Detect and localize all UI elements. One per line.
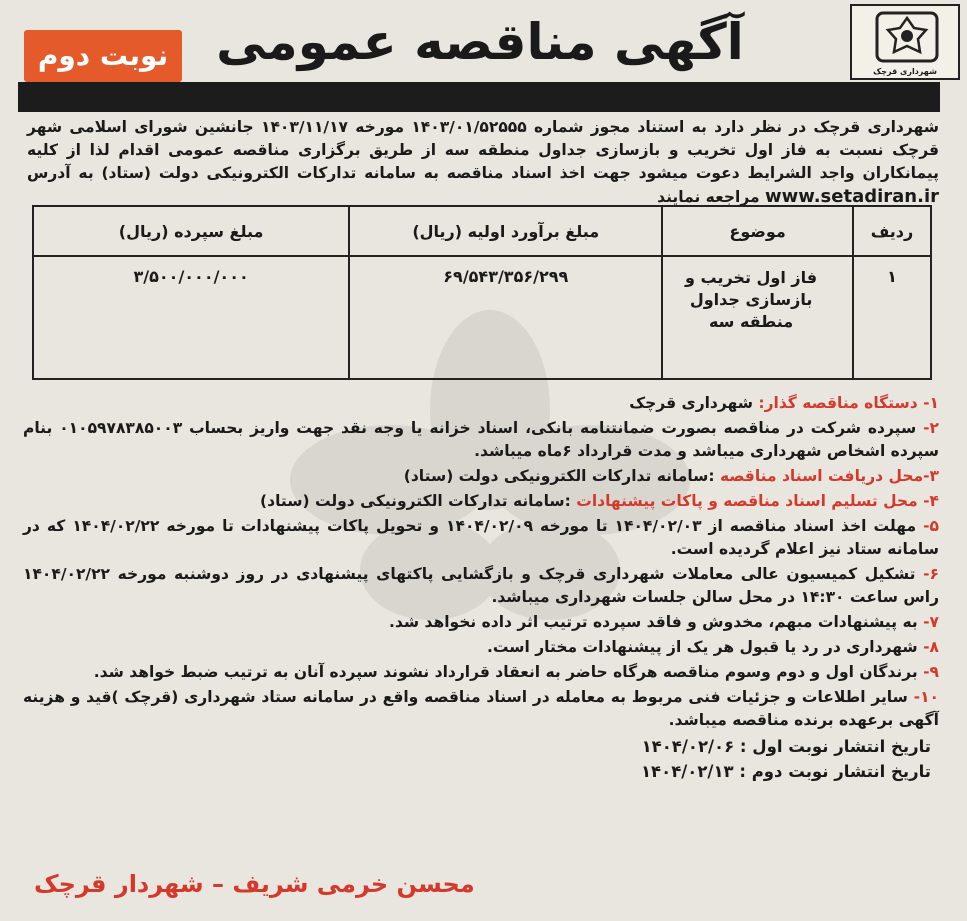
- municipality-logo: [850, 4, 960, 80]
- header-divider-bar: [18, 82, 940, 112]
- round-badge: نوبت دوم: [24, 30, 182, 82]
- item-label: ۶-: [923, 565, 939, 583]
- header: [10, 4, 960, 80]
- col-header-subject: موضوع: [662, 206, 853, 256]
- list-item: [23, 611, 939, 634]
- cell-subject: فاز اول تخریب و بازسازی جداول منطقه سه: [662, 256, 853, 379]
- item-label: ۵-: [923, 517, 939, 535]
- cell-estimate: ۶۹/۵۴۳/۳۵۶/۲۹۹: [349, 256, 662, 379]
- item-text: شهرداری در رد یا قبول هر یک از پیشنهادات مختار است.: [487, 638, 918, 656]
- item-label: ۷-: [923, 613, 939, 631]
- table-header-row: [33, 206, 931, 256]
- table-row: [33, 256, 931, 379]
- logo-caption: شهرداری قرچک: [873, 67, 937, 76]
- item-label: ۱- دستگاه مناقصه گذار:: [758, 394, 939, 412]
- cell-deposit: ۳/۵۰۰/۰۰۰/۰۰۰: [33, 256, 349, 379]
- list-item: [23, 636, 939, 659]
- list-item: [23, 515, 939, 561]
- item-text: :سامانه تدارکات الکترونیکی دولت (ستاد): [260, 492, 571, 510]
- list-item: [23, 490, 939, 513]
- item-text: سپرده شرکت در مناقصه بصورت ضمانتنامه بانکی، اسناد خزانه یا وجه نقد جهت واریز بحساب ۰۱۰۵۹۷۸۳۸۵۰۰۳ بنام سپرده اشخاص شهرداری میباشد و مدت قرارداد ۶ماه میباشد.: [23, 419, 939, 460]
- publication-date-second: تاریخ انتشار نوبت دوم : ۱۴۰۴/۰۲/۱۳: [640, 762, 931, 781]
- list-item: [23, 661, 939, 684]
- list-item: [23, 417, 939, 463]
- item-text: :سامانه تدارکات الکترونیکی دولت (ستاد): [403, 467, 715, 485]
- page-title: آگهی مناقصه عمومی: [216, 13, 744, 71]
- item-label: ۹-: [923, 663, 939, 681]
- item-label: ۸-: [923, 638, 939, 656]
- item-label: ۳-محل دریافت اسناد مناقصه: [720, 467, 939, 485]
- setadiran-link[interactable]: www.setadiran.ir: [764, 186, 939, 207]
- intro-tail: مراجعه نمایند: [657, 188, 760, 206]
- list-item: [23, 563, 939, 609]
- publication-date-first: تاریخ انتشار نوبت اول : ۱۴۰۴/۰۲/۰۶: [641, 737, 931, 756]
- intro-paragraph: [27, 116, 939, 209]
- col-header-row: ردیف: [853, 206, 931, 256]
- item-text: به پیشنهادات مبهم، مخدوش و فاقد سپرده ترتیب اثر داده نخواهد شد.: [389, 613, 918, 631]
- item-text: شهرداری قرچک: [629, 394, 754, 412]
- tender-table: [32, 205, 932, 380]
- item-text: سایر اطلاعات و جزئیات فنی مربوط به معامله در اسناد مناقصه واقع در سامانه ستاد شهرداری (قرچک )قید و هزینه آگهی برعهده برنده مناقصه میباشد.: [23, 688, 939, 729]
- conditions-list: [23, 392, 939, 784]
- list-item: [23, 686, 939, 732]
- list-item: [23, 465, 939, 488]
- item-text: تشکیل کمیسیون عالی معاملات شهرداری قرچک و بازگشایی پاکتهای پیشنهادی در روز دوشنبه مورخه ۱۴۰۴/۰۲/۲۲ راس ساعت ۱۴:۳۰ در محل سالن جلسات شهرداری میباشد.: [23, 565, 939, 606]
- col-header-deposit: مبلغ سپرده (ریال): [33, 206, 349, 256]
- municipality-emblem-icon: [874, 10, 940, 64]
- mayor-signature: محسن خرمی شریف – شهردار قرچک: [34, 870, 475, 898]
- item-text: برندگان اول و دوم وسوم مناقصه هرگاه حاضر به انعقاد قرارداد نشوند سپرده آنان به ترتیب ضبط خواهد شد.: [93, 663, 918, 681]
- intro-text: شهرداری قرچک در نظر دارد به استناد مجوز شماره ۱۴۰۳/۰۱/۵۲۵۵۵ مورخه ۱۴۰۳/۱۱/۱۷ جانشین شورای اسلامی شهر قرچک نسبت به فاز اول تخریب و بازسازی جداول منطقه سه از طریق برگزاری مناقصه عمومی اقدام لذا از کلیه پیمانکاران واجد الشرایط دعوت میشود جهت اخذ اسناد مناقصه به سامانه تدارکات الکترونیکی دولت (ستاد) به آدرس: [27, 118, 939, 182]
- list-item: [23, 392, 939, 415]
- item-label: ۲-: [923, 419, 939, 437]
- col-header-estimate: مبلغ برآورد اولیه (ریال): [349, 206, 662, 256]
- cell-row-number: ۱: [853, 256, 931, 379]
- item-label: ۴- محل تسلیم اسناد مناقصه و پاکات پیشنهادات: [576, 492, 939, 510]
- item-label: ۱۰-: [913, 688, 939, 706]
- item-text: مهلت اخذ اسناد مناقصه از ۱۴۰۴/۰۲/۰۳ تا مورخه ۱۴۰۴/۰۲/۰۹ و تحویل پاکات پیشنهادات تا مورخه ۱۴۰۴/۰۲/۲۲ که در سامانه ستاد نیز اعلام گردیده است.: [23, 517, 939, 558]
